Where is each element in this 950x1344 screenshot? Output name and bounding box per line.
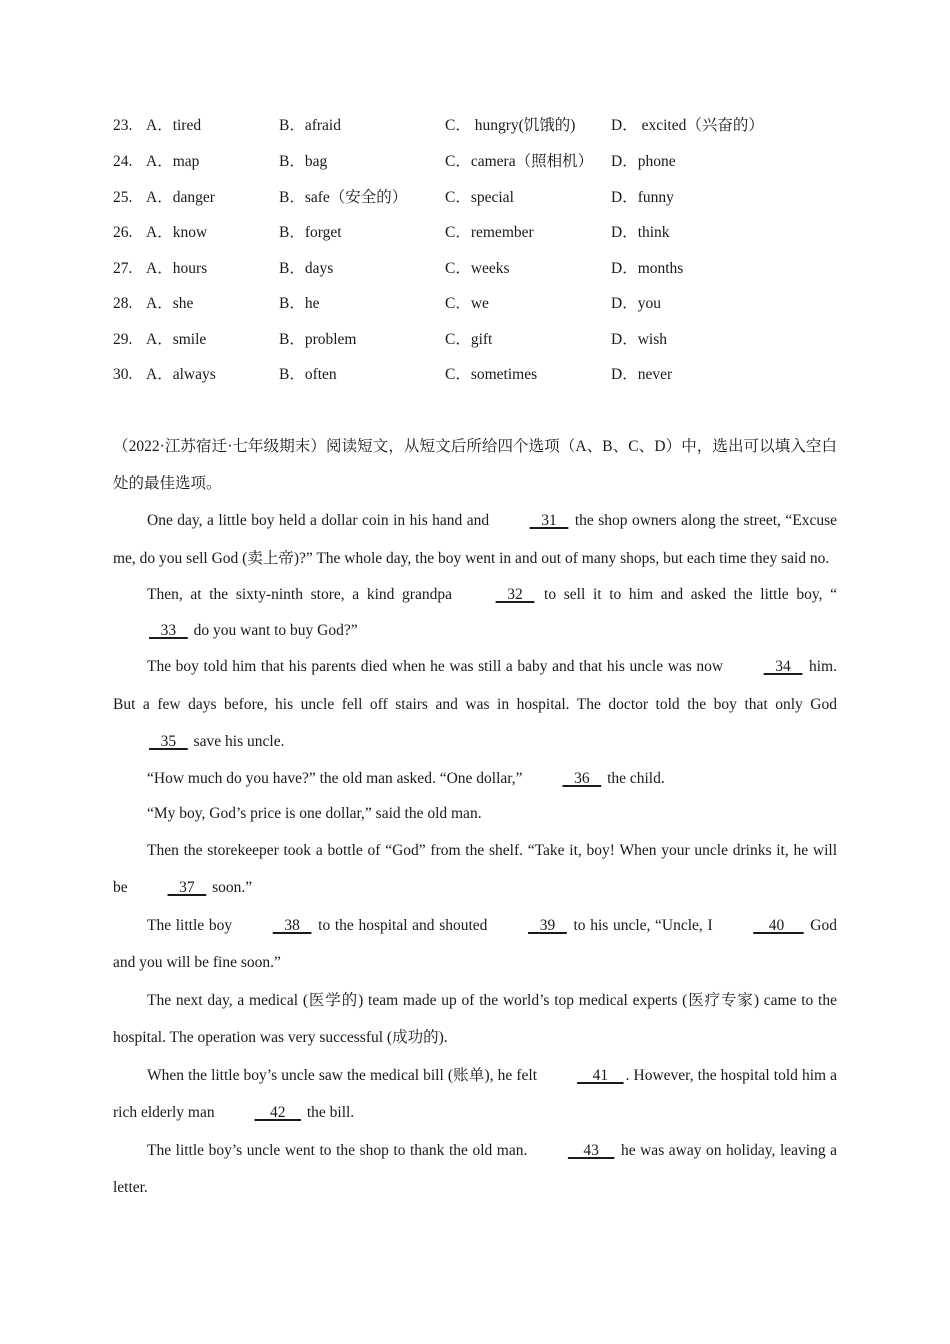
question-number: 28. (113, 295, 133, 312)
question-number: 30. (113, 366, 133, 383)
paragraph-4 (113, 761, 837, 797)
blank-43: 43 (567, 1141, 615, 1159)
option-d: D．never (611, 366, 673, 383)
paragraph-text: soon.” (208, 879, 253, 896)
blank-38: 38 (272, 916, 312, 934)
paragraph-text: . However, the hospital told him a rich elderly man (113, 1066, 838, 1121)
option-a: A．always (146, 366, 216, 383)
question-27-options (113, 257, 853, 281)
option-c: C．we (445, 295, 489, 312)
paragraph-text: him. But a few days before, his uncle fell off stairs and was in hospital. The doctor told the boy that only God (113, 658, 837, 713)
paragraph-text: The little boy (147, 916, 237, 934)
paragraph-text: The boy told him that his parents died when he was still a baby and that his uncle was now (147, 658, 728, 675)
option-b: B．safe（安全的） (279, 189, 408, 206)
paragraph-text: the bill. (302, 1104, 355, 1121)
option-b: B．afraid (279, 117, 341, 134)
cloze-passage (113, 428, 837, 1207)
paragraph-text: The next day, a medical (医学的) team made up of the world’s top medical experts (医疗专家) came to the hospital. The operation was very successful (成功的). (113, 991, 837, 1046)
option-b: B．he (279, 295, 320, 312)
paragraph-text: One day, a little boy held a dollar coin in his hand and (147, 512, 494, 529)
option-c: C．special (445, 189, 514, 206)
paragraph-text: do you want to buy God?” (189, 621, 358, 639)
option-d: D．months (611, 260, 684, 277)
question-23-options (113, 114, 853, 138)
option-a: A．hours (146, 260, 208, 277)
paragraph-3 (113, 648, 837, 761)
question-24-options (113, 150, 853, 174)
paragraph-8 (113, 982, 837, 1057)
question-25-options (113, 186, 853, 210)
question-number: 29. (113, 331, 133, 348)
paragraph-text: “My boy, God’s price is one dollar,” said the old man. (147, 805, 482, 822)
option-c: C．camera（照相机） (445, 153, 594, 170)
paragraph-text: God and you will be fine soon.” (113, 916, 838, 971)
blank-34: 34 (763, 658, 803, 675)
paragraph-text: to his uncle, “Uncle, I (568, 916, 718, 934)
paragraph-text: the shop owners along the street, “Excuse me, do you sell God (卖上帝)?” The whole day, the boy went in and out of many shops, but each time they said no. (113, 512, 837, 567)
question-number: 27. (113, 260, 133, 277)
blank-39: 39 (528, 916, 567, 934)
option-a: A．tired (146, 117, 202, 134)
paragraph-10 (113, 1132, 837, 1207)
option-d: D． excited（兴奋的） (611, 117, 764, 134)
option-a: A．she (146, 295, 194, 312)
paragraph-5 (113, 796, 837, 832)
paragraph-text: Then, at the sixty-ninth store, a kind grandpa (147, 586, 460, 603)
blank-32: 32 (495, 586, 535, 603)
option-c: C．remember (445, 224, 534, 241)
blank-42: 42 (254, 1104, 301, 1121)
option-c: C．sometimes (445, 366, 538, 383)
blank-36: 36 (562, 769, 602, 787)
question-30-options (113, 363, 853, 387)
paragraph-text: When the little boy’s uncle saw the medical bill (账单), he felt (147, 1066, 542, 1084)
question-number: 24. (113, 153, 133, 170)
option-a: A．know (146, 224, 208, 241)
option-a: A．map (146, 153, 200, 170)
option-c: C．weeks (445, 260, 510, 277)
paragraph-9 (113, 1057, 837, 1132)
option-a: A．smile (146, 331, 207, 348)
blank-41: 41 (577, 1066, 624, 1084)
option-d: D．think (611, 224, 670, 241)
option-d: D．you (611, 295, 661, 312)
blank-31: 31 (529, 512, 569, 529)
paragraph-text: to the hospital and shouted (313, 916, 493, 934)
option-b: B．problem (279, 331, 357, 348)
blank-40: 40 (753, 916, 804, 934)
question-29-options (113, 328, 853, 352)
paragraph-text: the child. (603, 769, 665, 787)
option-b: B．forget (279, 224, 342, 241)
option-d: D．funny (611, 189, 674, 206)
paragraph-text: Then the storekeeper took a bottle of “God” from the shelf. “Take it, boy! When your uncle drinks it, he will be (113, 841, 837, 896)
blank-33: 33 (149, 621, 188, 639)
passage-instructions: （2022·江苏宿迁·七年级期末）阅读短文，从短文后所给四个选项（A、B、C、D）中，选出可以填入空白处的最佳选项。 (113, 438, 837, 492)
paragraph-text: he was away on holiday, leaving a letter. (113, 1141, 837, 1196)
option-c: C． hungry(饥饿的) (445, 117, 576, 134)
blank-37: 37 (167, 879, 207, 896)
paragraph-text: The little boy’s uncle went to the shop to thank the old man. (147, 1141, 532, 1159)
question-number: 26. (113, 224, 133, 241)
option-d: D．phone (611, 153, 676, 170)
paragraph-text: to sell it to him and asked the little boy, “ (536, 586, 837, 603)
question-number: 25. (113, 189, 133, 206)
option-c: C．gift (445, 331, 493, 348)
blank-35: 35 (149, 733, 188, 750)
option-a: A．danger (146, 189, 215, 206)
paragraph-text: “How much do you have?” the old man asked. “One dollar,” (147, 769, 527, 787)
option-b: B．often (279, 366, 337, 383)
paragraph-text: save his uncle. (189, 733, 285, 750)
option-b: B．days (279, 260, 334, 277)
paragraph-6 (113, 832, 837, 907)
paragraph-1 (113, 502, 837, 577)
question-28-options (113, 292, 853, 316)
question-number: 23. (113, 117, 133, 134)
option-b: B．bag (279, 153, 328, 170)
question-26-options (113, 221, 853, 245)
paragraph-2 (113, 577, 837, 648)
paragraph-7 (113, 907, 837, 982)
option-d: D．wish (611, 331, 667, 348)
